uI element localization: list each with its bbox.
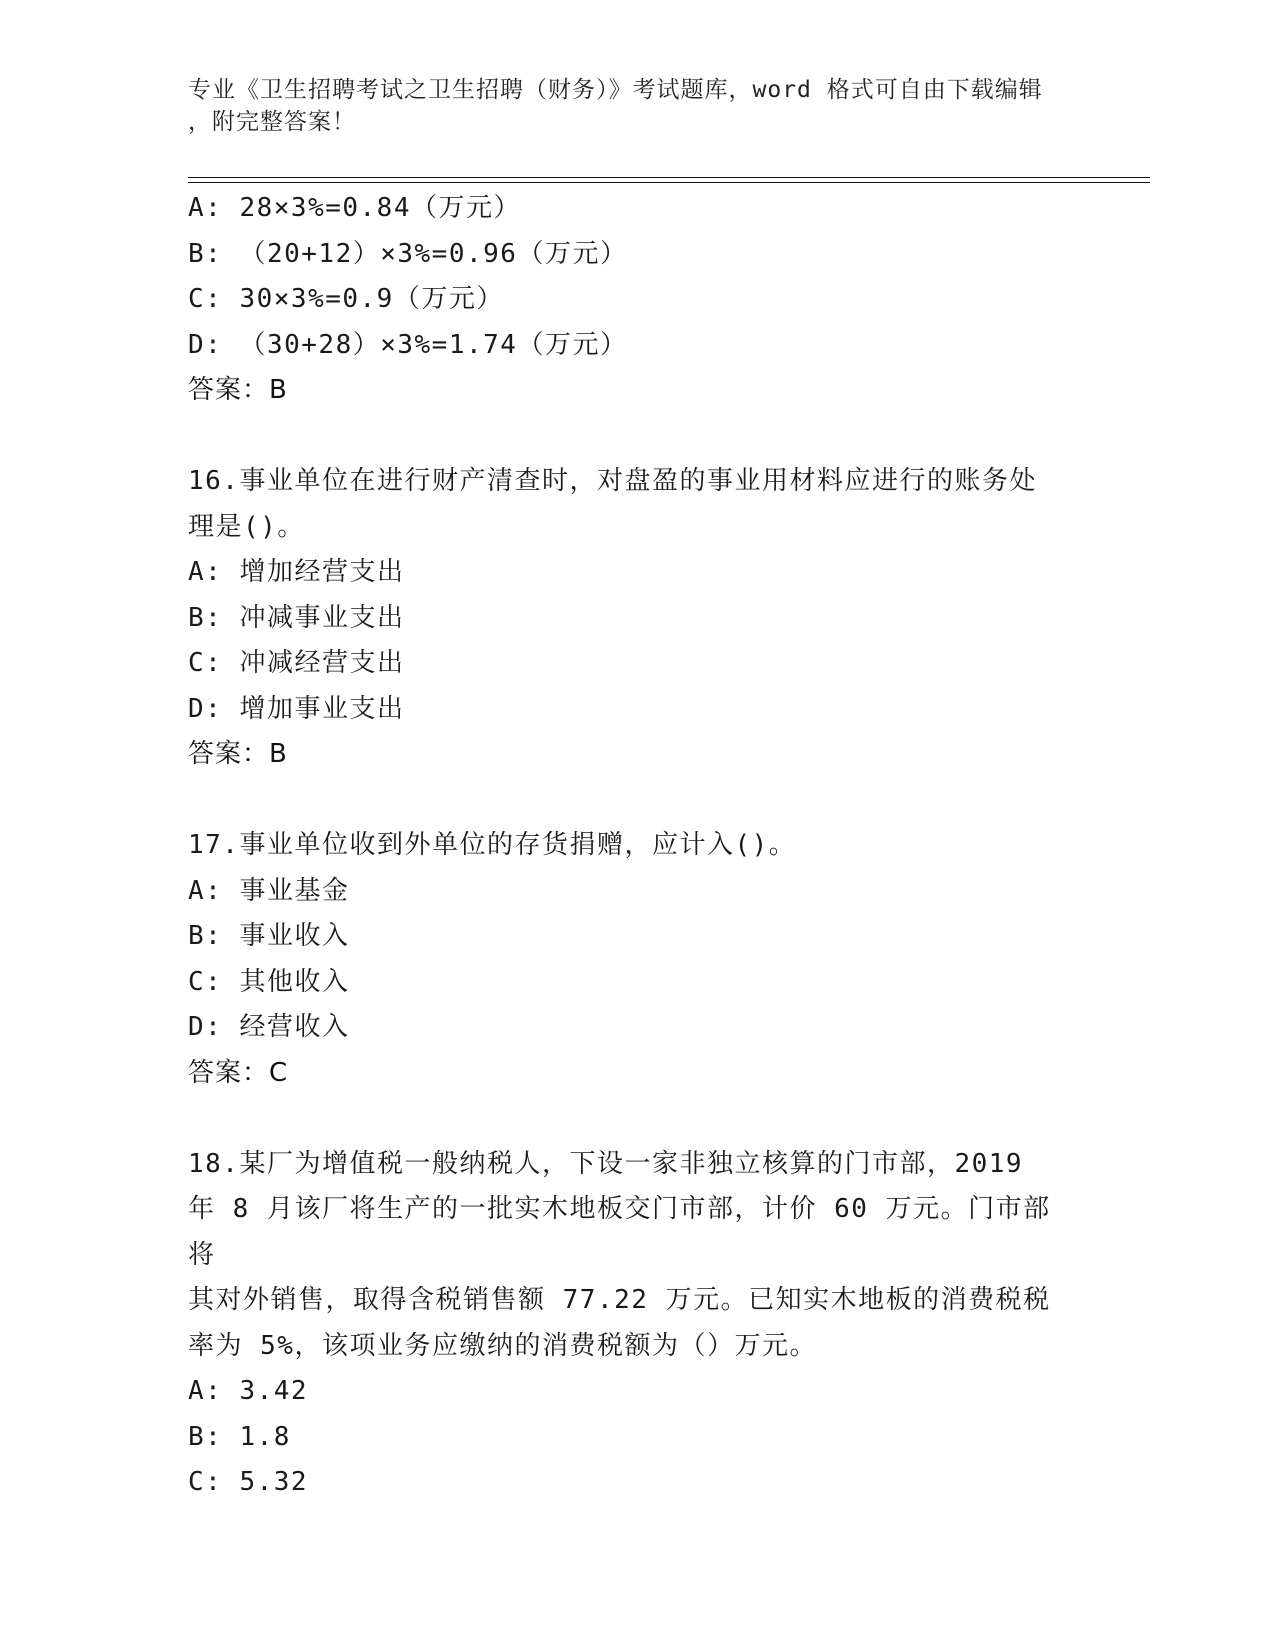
- spacer: [188, 414, 1088, 460]
- answer-line: 答案：B: [188, 375, 288, 405]
- question-stem: [188, 823, 1068, 869]
- answer-line: 答案：B: [188, 739, 288, 769]
- question-stem-line: 18.某厂为增值税一般纳税人，下设一家非独立核算的门市部，2019: [188, 1148, 1024, 1179]
- question-stem: [188, 1142, 1068, 1370]
- header-title-line2: ，附完整答案！: [188, 109, 356, 135]
- question-17: [188, 823, 1088, 1096]
- option-c: C: 5.32: [188, 1467, 309, 1497]
- question-16: [188, 459, 1088, 778]
- header-divider-bottom: [188, 182, 1150, 183]
- question-stem-line: 其对外销售，取得含税销售额 77.22 万元。已知实木地板的消费税税: [188, 1285, 1051, 1315]
- option-d: D: （30+28）×3%=1.74（万元）: [188, 329, 628, 360]
- option-b: B: 事业收入: [188, 921, 350, 951]
- option-a: A: 3.42: [188, 1376, 309, 1406]
- question-stem-line: 16.事业单位在进行财产清查时，对盘盈的事业用材料应进行的账务处: [188, 466, 1037, 496]
- option-c: C: 其他收入: [188, 966, 350, 997]
- answer-line: 答案：C: [188, 1057, 289, 1088]
- question-list: [188, 186, 1088, 1506]
- question-stem-line: 年 8 月该厂将生产的一批实木地板交门市部，计价 60 万元。门市部将: [188, 1194, 1051, 1270]
- option-b: B: 1.8: [188, 1421, 291, 1452]
- question-stem: [188, 459, 1068, 550]
- question-stem-line: 理是()。: [188, 511, 305, 542]
- option-a: A: 28×3%=0.84（万元）: [188, 193, 521, 223]
- option-c: C: 30×3%=0.9（万元）: [188, 284, 504, 314]
- question-stem-line: 率为 5%，该项业务应缴纳的消费税额为（）万元。: [188, 1330, 817, 1361]
- option-b: B: （20+12）×3%=0.96（万元）: [188, 238, 628, 269]
- option-a: A: 增加经营支出: [188, 557, 405, 587]
- question-stem-line: 17.事业单位收到外单位的存货捐赠，应计入()。: [188, 830, 797, 860]
- option-c: C: 冲减经营支出: [188, 648, 405, 678]
- option-d: D: 增加事业支出: [188, 693, 405, 724]
- document-header: [188, 74, 1088, 138]
- option-b: B: 冲减事业支出: [188, 602, 405, 633]
- option-d: D: 经营收入: [188, 1012, 350, 1042]
- spacer: [188, 1096, 1088, 1142]
- header-divider-top: [188, 177, 1150, 178]
- question-18: [188, 1142, 1088, 1506]
- header-title-line1: 专业《卫生招聘考试之卫生招聘（财务）》考试题库，word 格式可自由下载编辑: [188, 77, 1043, 103]
- question-15: [188, 186, 1088, 414]
- option-a: A: 事业基金: [188, 875, 350, 906]
- spacer: [188, 778, 1088, 824]
